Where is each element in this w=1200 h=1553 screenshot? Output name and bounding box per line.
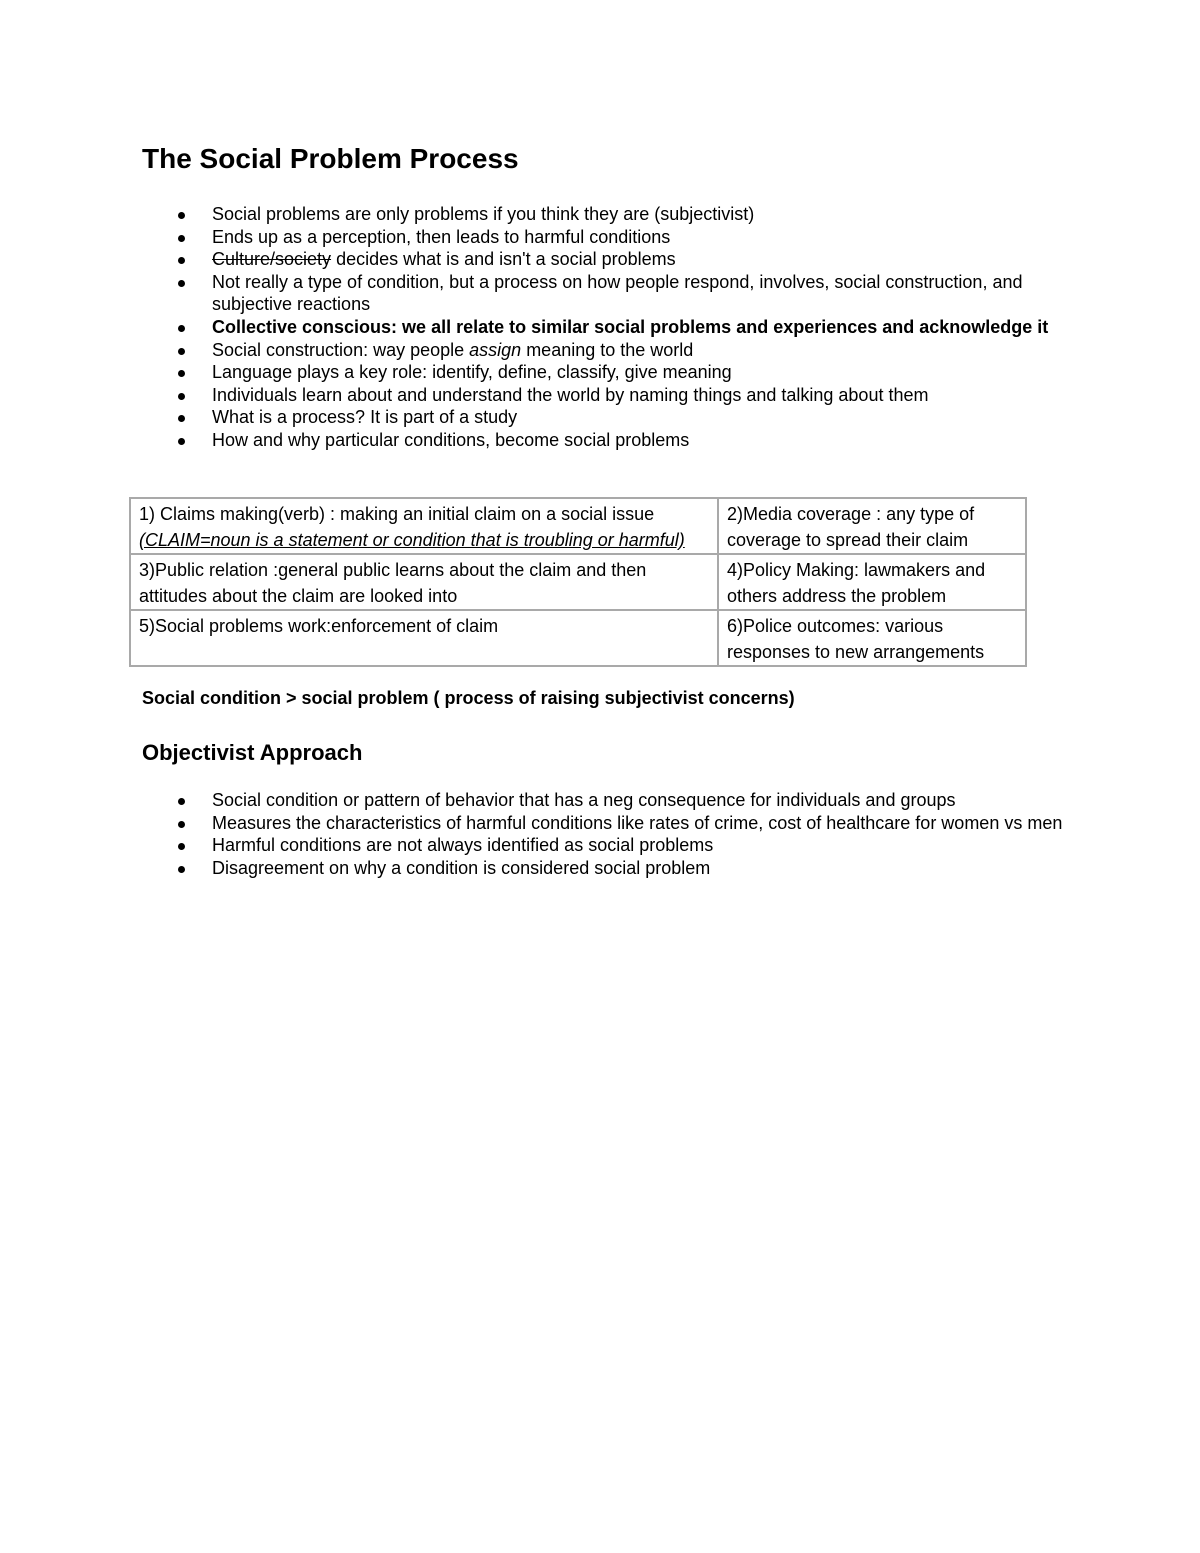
list-item-text: Ends up as a perception, then leads to harmful conditions <box>212 226 671 247</box>
table-cell <box>718 498 1026 554</box>
table-cell <box>130 610 718 666</box>
cell-text: 6)Police outcomes: various responses to new arrangements <box>727 616 985 662</box>
process-steps-table <box>129 497 1027 667</box>
table-cell <box>130 554 718 610</box>
claim-definition-note: (CLAIM=noun is a statement or condition that is troubling or harmful) <box>139 530 685 550</box>
bullet-icon <box>178 798 185 805</box>
list-item-text: Social problems are only problems if you think they are (subjectivist) <box>212 204 755 224</box>
list-item-text: What is a process? It is part of a study <box>212 407 518 428</box>
table-cell <box>718 610 1026 666</box>
list-item-text: meaning to the world <box>521 339 694 360</box>
summary-line: Social condition > social problem ( process of raising subjectivist concerns) <box>142 688 795 708</box>
list-item <box>142 226 1072 249</box>
page-title: The Social Problem Process <box>142 143 519 174</box>
cell-text: 5)Social problems work:enforcement of claim <box>139 616 499 636</box>
bullet-icon <box>178 866 185 873</box>
list-item-text: Language plays a key role: identify, define, classify, give meaning <box>212 362 732 383</box>
bullet-icon <box>178 257 185 264</box>
emphasis-text: assign <box>469 339 522 360</box>
bullet-icon <box>178 325 185 332</box>
cell-text: 1) Claims making(verb) : making an initial claim on a social issue <box>139 504 655 524</box>
table-cell <box>130 498 718 554</box>
list-item-text: decides what is and isn't a social problems <box>331 249 676 270</box>
table-row <box>130 610 1026 666</box>
list-item <box>142 812 1072 835</box>
list-item <box>142 339 1072 362</box>
list-item <box>142 857 1072 880</box>
bullet-icon <box>178 212 185 219</box>
list-item <box>142 248 1072 271</box>
list-item <box>142 789 1072 812</box>
section-heading: Objectivist Approach <box>142 740 363 765</box>
list-item-text: How and why particular conditions, become social problems <box>212 429 690 450</box>
cell-text: 2)Media coverage : any type of coverage to spread their claim <box>727 504 975 550</box>
list-item-text: Disagreement on why a condition is considered social problem <box>212 857 711 878</box>
list-item-text: Harmful conditions are not always identified as social problems <box>212 835 714 856</box>
bullet-icon <box>178 280 185 287</box>
list-item-text: Measures the characteristics of harmful conditions like rates of crime, cost of healthcare for women vs men <box>212 812 1063 833</box>
list-item <box>142 406 1072 429</box>
table-row <box>130 498 1026 554</box>
list-item <box>142 361 1072 384</box>
list-item <box>142 384 1072 407</box>
list-item <box>142 203 1072 226</box>
bullet-icon <box>178 821 185 828</box>
bullet-icon <box>178 235 185 242</box>
list-item-text: Social construction: way people <box>212 339 470 360</box>
subjectivist-bullet-list <box>142 203 1072 452</box>
cell-text: 3)Public relation :general public learns about the claim and then attitudes about the claim are looked into <box>139 560 647 606</box>
objectivist-bullet-list <box>142 789 1072 879</box>
list-item-text: Social condition or pattern of behavior that has a neg consequence for individuals and groups <box>212 790 956 810</box>
list-item <box>142 834 1072 857</box>
bullet-icon <box>178 438 185 445</box>
bullet-icon <box>178 393 185 400</box>
list-item-text: Not really a type of condition, but a process on how people respond, involves, social construction, and subjective reactions <box>212 271 1023 315</box>
list-item <box>142 316 1072 339</box>
bullet-icon <box>178 843 185 850</box>
cell-text: 4)Policy Making: lawmakers and others address the problem <box>727 560 986 606</box>
table-cell <box>718 554 1026 610</box>
list-item-text: Individuals learn about and understand the world by naming things and talking about them <box>212 384 929 405</box>
bullet-icon <box>178 370 185 377</box>
list-item <box>142 271 1072 316</box>
list-item <box>142 429 1072 452</box>
list-item-text: Collective conscious: we all relate to similar social problems and experiences and acknowledge it <box>212 316 1049 337</box>
struck-text: Culture/society <box>212 249 332 270</box>
table-row <box>130 554 1026 610</box>
bullet-icon <box>178 348 185 355</box>
bullet-icon <box>178 415 185 422</box>
